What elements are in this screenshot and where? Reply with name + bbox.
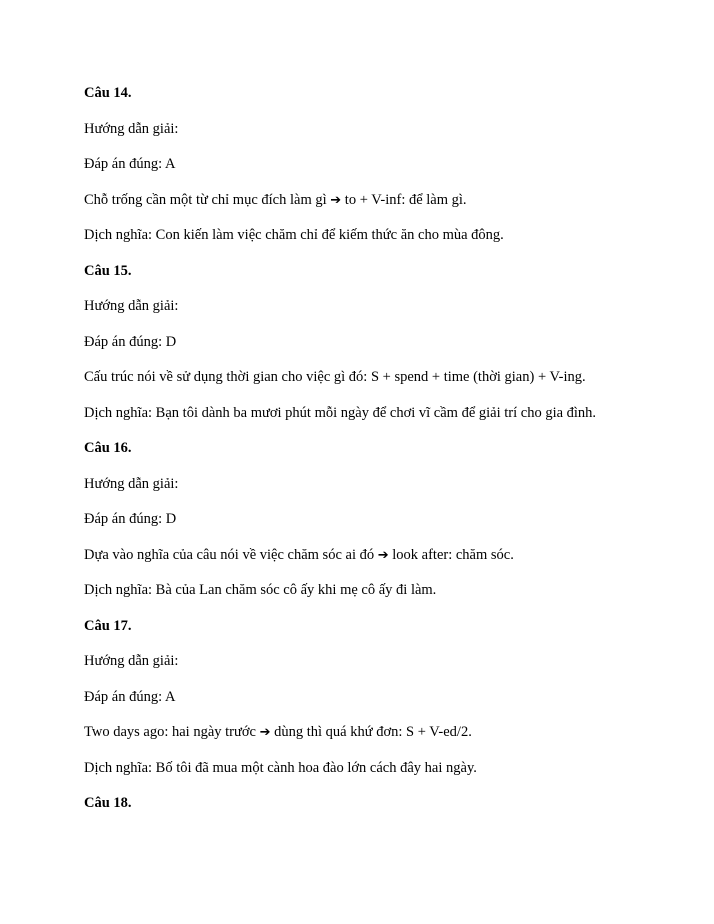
question-16-answer: Đáp án đúng: D <box>84 511 177 527</box>
question-16-explanation-start: Dựa vào nghĩa của câu nói về việc chăm sóc ai đó <box>84 546 375 563</box>
question-14-guide: Hướng dẫn giải: <box>84 120 179 137</box>
question-14-answer: Đáp án đúng: A <box>84 156 176 172</box>
question-17-translation: Dịch nghĩa: Bố tôi đã mua một cành hoa đào lớn cách đây hai ngày. <box>84 759 477 776</box>
document-page <box>84 84 684 830</box>
question-17-guide: Hướng dẫn giải: <box>84 653 179 669</box>
question-14-translation: Dịch nghĩa: Con kiến làm việc chăm chỉ để kiếm thức ăn cho mùa đông. <box>84 227 504 243</box>
question-17-answer: Đáp án đúng: A <box>84 688 176 705</box>
arrow-icon: ➔ <box>377 547 389 563</box>
question-14-explanation-end: to + V-inf: để làm gì. <box>344 191 467 208</box>
arrow-icon: ➔ <box>330 192 342 208</box>
question-16-explanation-end: look after: chăm sóc. <box>392 546 514 563</box>
question-15-explanation: Cấu trúc nói về sử dụng thời gian cho việc gì đó: S + spend + time (thời gian) + V-ing. <box>84 369 586 385</box>
question-15-guide: Hướng dẫn giải: <box>84 298 179 314</box>
question-15-heading: Câu 15. <box>84 262 132 279</box>
question-16-heading: Câu 16. <box>84 440 132 456</box>
question-17-explanation-start: Two days ago: hai ngày trước <box>84 724 256 740</box>
question-16-explanation <box>84 546 684 564</box>
question-15-answer: Đáp án đúng: D <box>84 333 177 350</box>
question-15-translation: Dịch nghĩa: Bạn tôi dành ba mươi phút mỗi ngày để chơi vĩ cầm để giải trí cho gia đình. <box>84 404 597 421</box>
question-14-explanation-start: Chỗ trống cần một từ chỉ mục đích làm gì <box>84 191 327 208</box>
question-16-guide: Hướng dẫn giải: <box>84 475 179 492</box>
question-16-translation: Dịch nghĩa: Bà của Lan chăm sóc cô ấy khi mẹ cô ấy đi làm. <box>84 582 437 598</box>
question-14-heading: Câu 14. <box>84 85 132 101</box>
question-17-heading: Câu 17. <box>84 617 132 634</box>
arrow-icon: ➔ <box>259 725 271 740</box>
question-17-explanation-end: dùng thì quá khứ đơn: S + V-ed/2. <box>274 724 472 740</box>
question-17-explanation <box>84 723 684 741</box>
question-14-explanation <box>84 191 684 209</box>
question-18-heading: Câu 18. <box>84 795 132 811</box>
